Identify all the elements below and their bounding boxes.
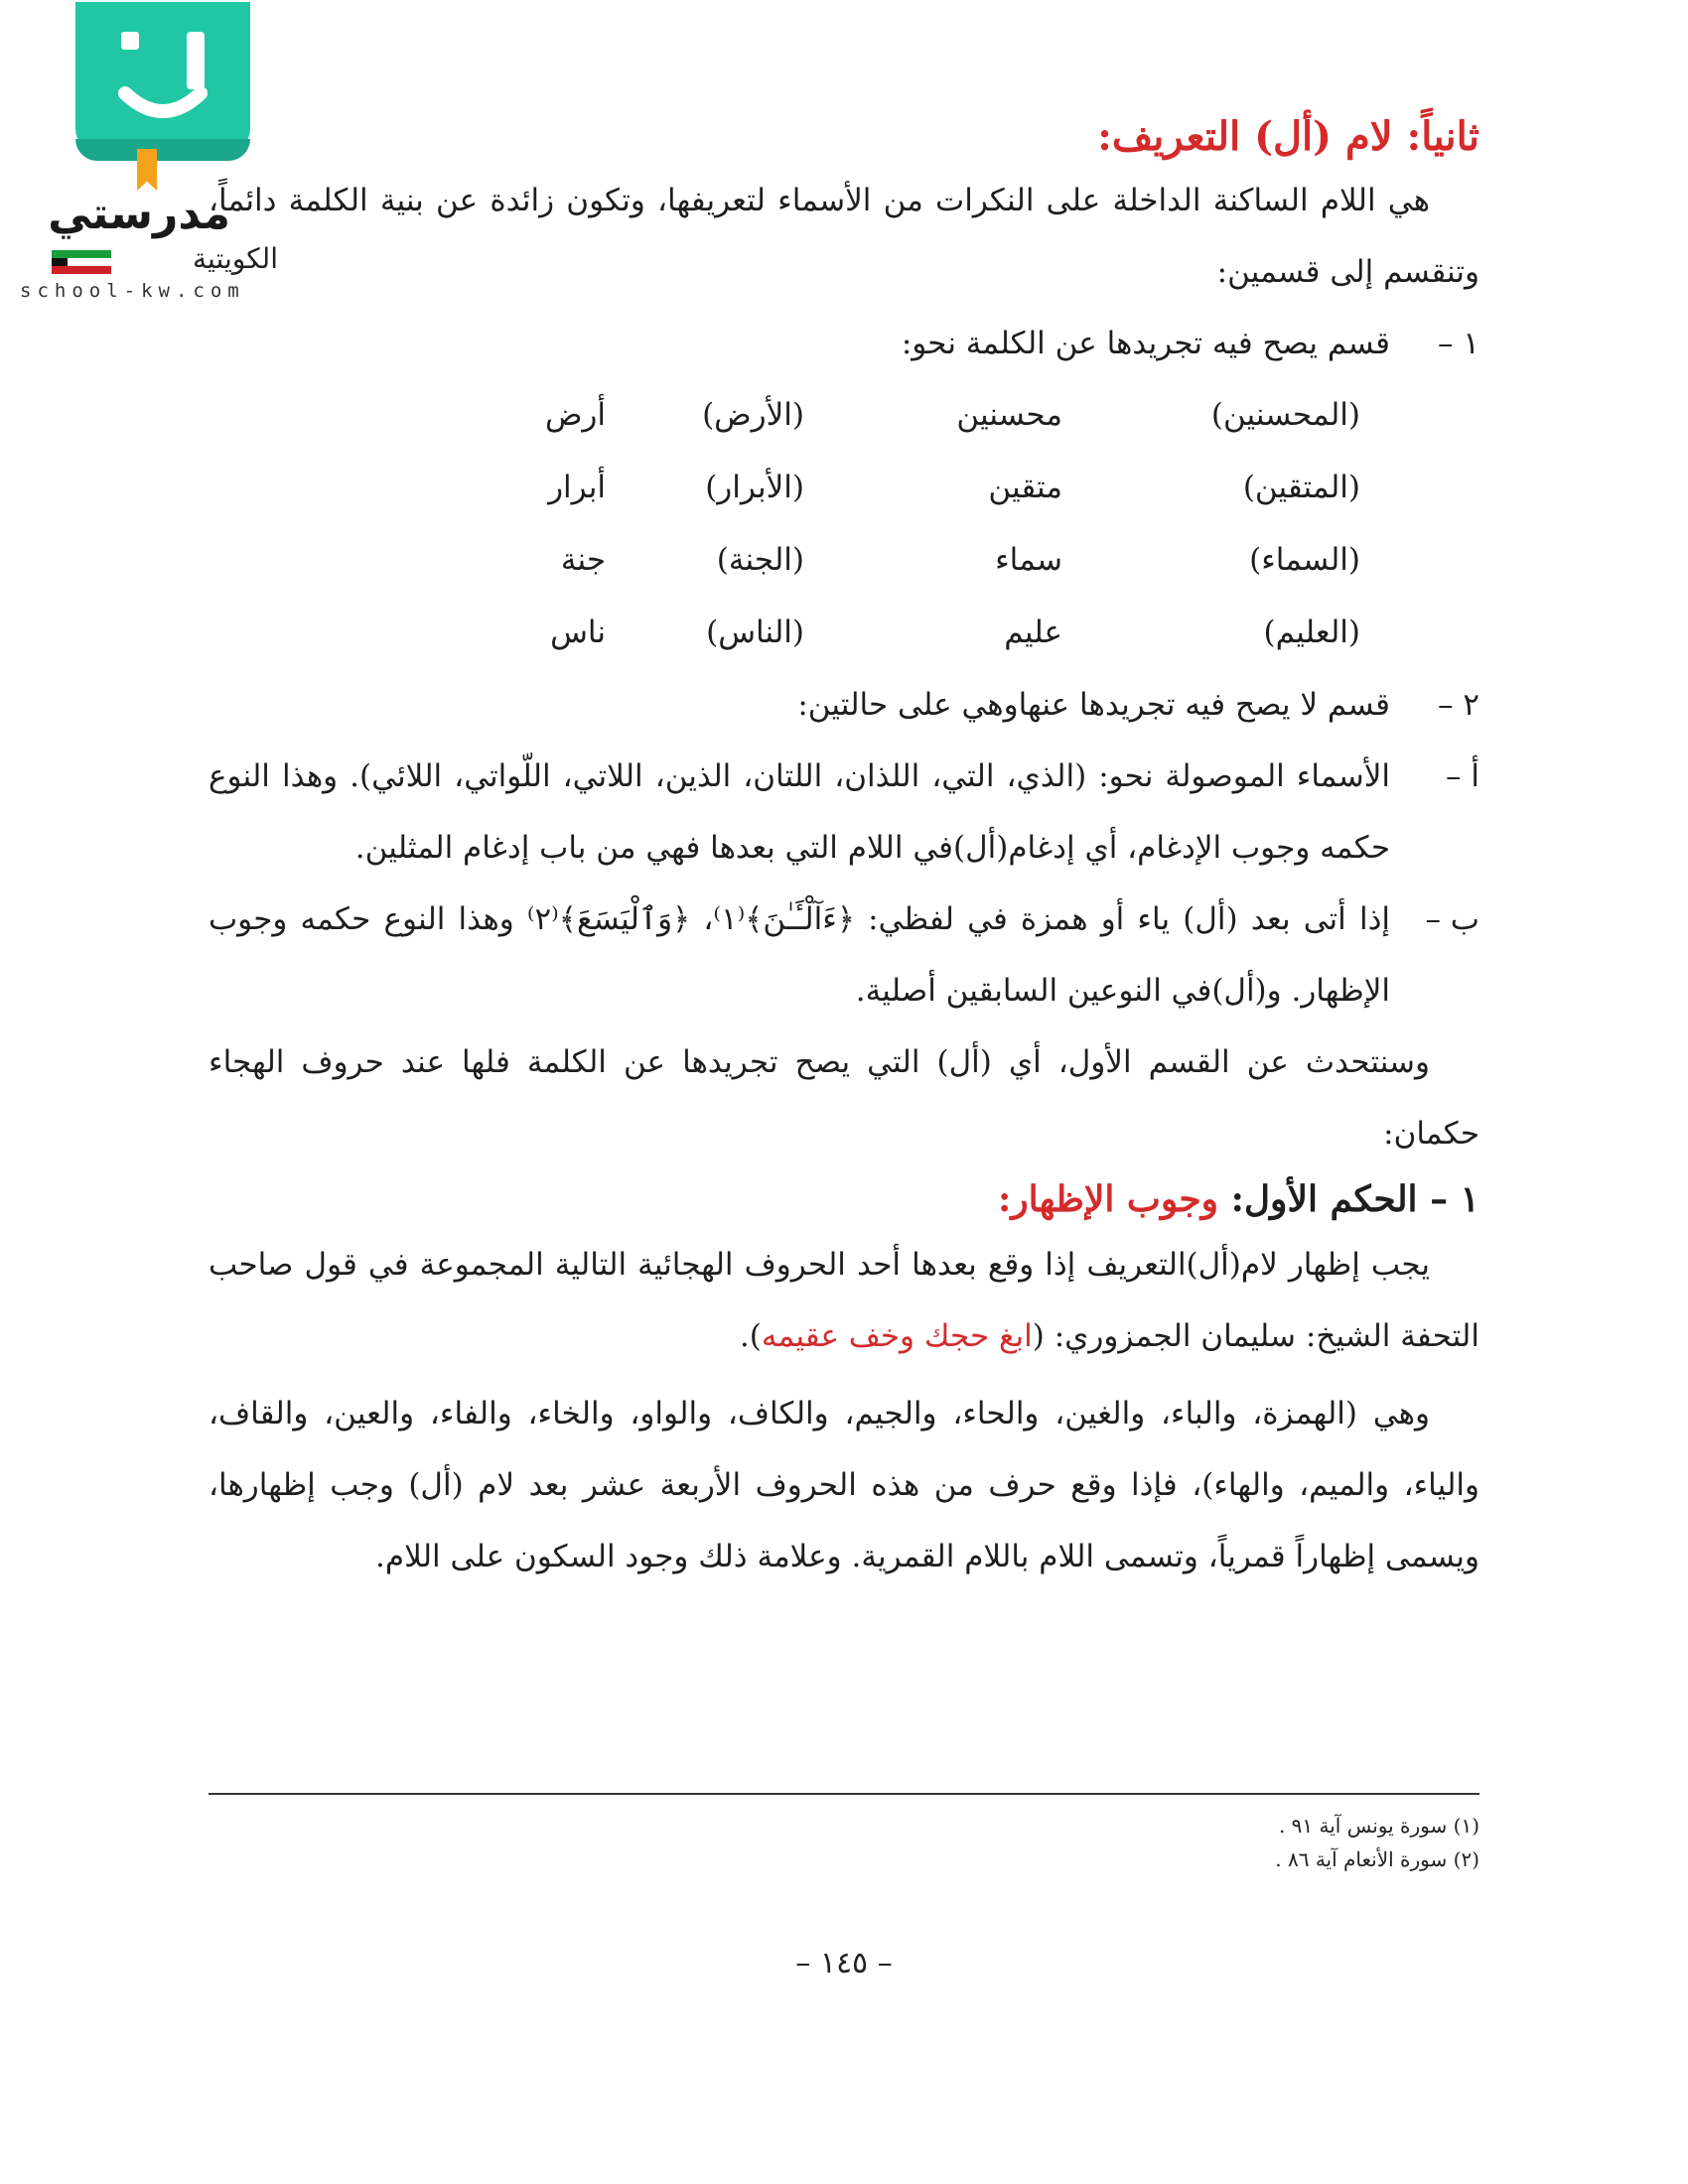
example-cell: (السماء) bbox=[1249, 542, 1360, 578]
example-cell: (الجنة) bbox=[716, 542, 804, 578]
example-cell: أرض bbox=[544, 397, 606, 433]
part-2-text: قسم لا يصح فيه تجريدها عنهاوهي على حالتين: bbox=[797, 687, 1390, 723]
part-1-text: قسم يصح فيه تجريدها عن الكلمة نحو: bbox=[901, 326, 1390, 361]
example-cell: (الأرض) bbox=[702, 397, 804, 433]
bookmark-ribbon-icon bbox=[137, 149, 157, 191]
part-2-marker: ٢ – bbox=[1437, 687, 1479, 723]
rule-1-text-before: يجب إظهار لام(أل)التعريف إذا وقع بعدها أحد الحروف الهجائية التالية المجموعة في قول صاحب التحفة الشيخ: سليمان الجمزوري: ( bbox=[209, 1247, 1479, 1354]
mnemonic-phrase: ابغ حجك وخف عقيمه bbox=[761, 1318, 1033, 1354]
examples-table bbox=[209, 379, 1360, 669]
footnote: (١) سورة يونس آية ٩١ . bbox=[1278, 1814, 1479, 1838]
case-b bbox=[209, 884, 1479, 1026]
case-a-marker: أ – bbox=[1446, 758, 1479, 794]
example-cell: (المحسنين) bbox=[1210, 397, 1360, 433]
section-heading: ثانياً: لام (أل) التعريف: bbox=[1097, 113, 1479, 160]
example-cell: (المتقين) bbox=[1242, 470, 1360, 505]
example-cell: (الناس) bbox=[706, 614, 804, 650]
rule-1-name: وجوب الإظهار: bbox=[997, 1178, 1219, 1220]
transition-paragraph: وسنتحدث عن القسم الأول، أي (أل) التي يصح تجريدها عن الكلمة فلها عند حروف الهجاء حكمان: bbox=[209, 1044, 1479, 1152]
part-1 bbox=[209, 308, 1479, 379]
example-cell: جنة bbox=[560, 542, 606, 578]
part-1-marker: ١ – bbox=[1437, 326, 1479, 361]
part-2 bbox=[209, 669, 1479, 741]
example-cell: عليم bbox=[1004, 614, 1062, 650]
intro-paragraph: هي اللام الساكنة الداخلة على النكرات من الأسماء لتعريفها، وتكون زائدة عن بنية الكلمة دائماً، وتنقسم إلى قسمين: bbox=[209, 183, 1479, 290]
logo-url: school-kw.com bbox=[20, 280, 245, 302]
letters-paragraph: وهي (الهمزة، والباء، والغين، والحاء، والجيم، والكاف، والواو، والخاء، والفاء، والعين، والقاف، والياء، والميم، والهاء)، فإذا وقع حرف من هذه الحروف الأربعة عشر بعد لام (أل) وجب إظهارها، ويسمى إظهاراً قمرياً، وتسمى اللام باللام القمرية. وعلامة ذلك وجود السكون على اللام. bbox=[209, 1396, 1480, 1574]
example-cell: محسنين bbox=[956, 397, 1062, 433]
page-number: – ١٤٥ – bbox=[795, 1946, 893, 1980]
kuwait-flag-icon bbox=[52, 250, 111, 274]
footnotes bbox=[209, 1809, 1479, 1876]
example-cell: أبرار bbox=[548, 470, 606, 505]
rule-1-heading bbox=[209, 1169, 1479, 1229]
example-cell: سماء bbox=[995, 542, 1062, 578]
rule-1-paragraph bbox=[209, 1229, 1479, 1372]
footnote: (٢) سورة الأنعام آية ٨٦ . bbox=[1275, 1847, 1479, 1871]
case-b-marker: ب – bbox=[1425, 901, 1479, 937]
example-cell: (العليم) bbox=[1263, 614, 1360, 650]
rule-1-marker: ١ – bbox=[1430, 1178, 1479, 1220]
example-cell: (الأبرار) bbox=[705, 470, 804, 505]
case-a-text: الأسماء الموصولة نحو: (الذي، التي، اللذان، اللتان، الذين، اللاتي، اللّواتي، اللائي). وهذا النوع حكمه وجوب الإدغام، أي إدغام(أل)في اللام التي بعدها فهي من باب إدغام المثلين. bbox=[209, 758, 1390, 866]
page-body bbox=[209, 109, 1479, 1592]
footnote-divider bbox=[209, 1793, 1479, 1795]
logo-name: مدرستي bbox=[48, 189, 230, 239]
case-b-text: إذا أتى بعد (أل) ياء أو همزة في لفظي: ﴿ءَآلْـَٔـٰنَ﴾⁽١⁾، ﴿وَٱلْيَسَعَ﴾⁽٢⁾ وهذا النوع حكمه وجوب الإظهار. و(أل)في النوعين السابقين أصلية. bbox=[209, 901, 1390, 1009]
rule-1-text-after: ). bbox=[739, 1318, 762, 1354]
example-cell: ناس bbox=[550, 614, 606, 650]
rule-1-label: الحكم الأول: bbox=[1230, 1178, 1418, 1220]
case-a bbox=[209, 741, 1479, 884]
example-cell: متقين bbox=[988, 470, 1062, 505]
logo-subtitle: الكويتية bbox=[193, 242, 278, 275]
